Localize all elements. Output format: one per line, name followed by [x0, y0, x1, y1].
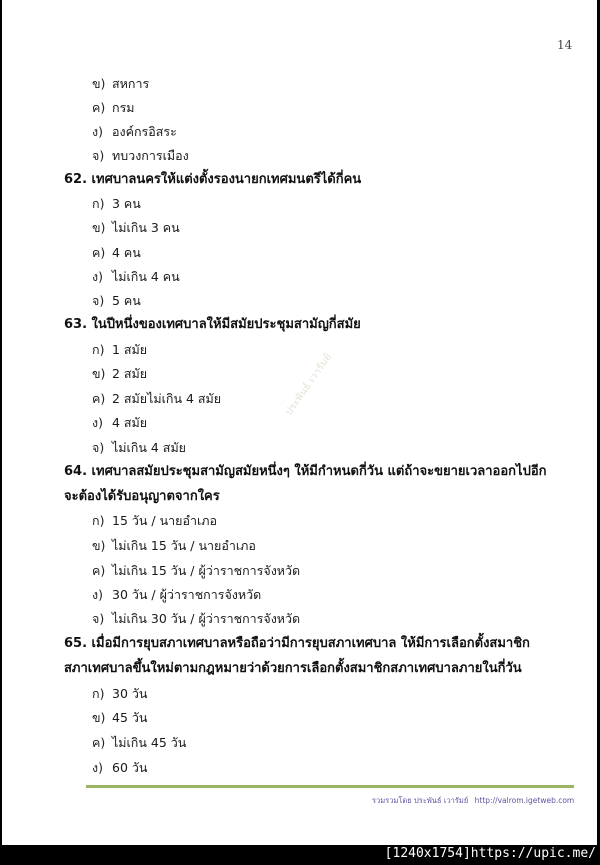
choice-text: 4 สมัย: [112, 415, 148, 430]
choice-text: สหการ: [112, 76, 150, 91]
choice-item: [92, 731, 186, 755]
choice-item: [92, 120, 177, 144]
choice-letter: ค): [92, 391, 106, 406]
choice-text: 5 คน: [112, 293, 141, 308]
question-65-continued: สภาเทศบาลขึ้นใหม่ตามกฎหมายว่าด้วยการเลือกตั้งสมาชิกสภาเทศบาลภายในกี่วัน: [64, 661, 522, 676]
choice-text: 60 วัน: [112, 760, 148, 775]
choice-item: [92, 144, 189, 168]
choice-text: ไม่เกิน 15 วัน / ผู้ว่าราชการจังหวัด: [112, 563, 301, 578]
image-host-stamp: [1240x1754]https://upic.me/: [384, 846, 596, 861]
choice-letter: ข): [92, 76, 106, 91]
choice-text: ไม่เกิน 15 วัน / นายอำเภอ: [112, 538, 256, 553]
choice-letter: ข): [92, 538, 106, 553]
choice-text: 2 สมัย: [112, 366, 148, 381]
choice-text: 30 วัน: [112, 686, 148, 701]
choice-letter: ก): [92, 686, 105, 701]
choice-letter: จ): [92, 611, 105, 626]
choice-letter: จ): [92, 148, 105, 163]
choice-text: ไม่เกิน 4 สมัย: [112, 440, 187, 455]
choice-letter: ง): [92, 124, 103, 139]
choice-letter: ค): [92, 735, 106, 750]
choice-text: 2 สมัยไม่เกิน 4 สมัย: [112, 391, 222, 406]
choice-letter: ง): [92, 587, 103, 602]
document-page: [2, 0, 597, 845]
watermark: ประพันธ์ เวารัมย์: [283, 351, 335, 418]
choice-text: 1 สมัย: [112, 342, 148, 357]
choice-text: ทบวงการเมือง: [112, 148, 189, 163]
choice-item: [92, 289, 141, 313]
choice-letter: ข): [92, 710, 106, 725]
choice-item: [92, 756, 147, 780]
choice-letter: ง): [92, 269, 103, 284]
choice-item: [92, 583, 261, 607]
choice-text: 4 คน: [112, 245, 141, 260]
choice-item: [92, 607, 300, 631]
footer-credit: รวมรวมโดย ประพันธ์ เวารัมย์: [372, 796, 469, 805]
choice-letter: จ): [92, 440, 105, 455]
choice-text: ไม่เกิน 45 วัน: [112, 735, 187, 750]
choice-item: [92, 559, 300, 583]
choice-letter: ค): [92, 100, 106, 115]
question-63: 63. ในปีหนึ่งของเทศบาลให้มีสมัยประชุมสามัญกี่สมัย: [64, 317, 361, 332]
choice-letter: ก): [92, 196, 105, 211]
choice-text: ไม่เกิน 3 คน: [112, 220, 180, 235]
choice-item: [92, 682, 147, 706]
choice-text: องค์กรอิสระ: [112, 124, 177, 139]
choice-item: [92, 436, 186, 460]
choice-letter: ค): [92, 245, 106, 260]
choice-letter: จ): [92, 293, 105, 308]
question-64: 64. เทศบาลสมัยประชุมสามัญสมัยหนึ่งๆ ให้มีกำหนดกี่วัน แต่ถ้าจะขยายเวลาออกไปอีก: [64, 464, 547, 479]
choice-letter: ง): [92, 415, 103, 430]
choice-text: ไม่เกิน 4 คน: [112, 269, 180, 284]
choice-item: [92, 509, 217, 533]
choice-letter: ก): [92, 513, 105, 528]
choice-letter: ค): [92, 563, 106, 578]
question-64-continued: จะต้องได้รับอนุญาตจากใคร: [64, 489, 220, 504]
choice-item: [92, 411, 147, 435]
choice-letter: ข): [92, 366, 106, 381]
footer-divider: [86, 785, 574, 788]
choice-item: [92, 241, 141, 265]
choice-text: 15 วัน / นายอำเภอ: [112, 513, 218, 528]
choice-item: [92, 338, 147, 362]
choice-text: กรม: [112, 100, 135, 115]
choice-item: [92, 362, 147, 386]
choice-letter: ก): [92, 342, 105, 357]
choice-letter: ข): [92, 220, 106, 235]
choice-item: [92, 706, 147, 730]
choice-letter: ง): [92, 760, 103, 775]
choice-item: [92, 96, 135, 120]
choice-text: 3 คน: [112, 196, 141, 211]
choice-text: ไม่เกิน 30 วัน / ผู้ว่าราชการจังหวัด: [112, 611, 301, 626]
choice-item: [92, 387, 221, 411]
choice-item: [92, 72, 149, 96]
footer-link[interactable]: http://valrom.igetweb.com: [474, 796, 575, 805]
choice-item: [92, 216, 180, 240]
choice-item: [92, 265, 180, 289]
question-65: 65. เมื่อมีการยุบสภาเทศบาลหรือถือว่ามีการยุบสภาเทศบาล ให้มีการเลือกตั้งสมาชิก: [64, 636, 530, 651]
choice-item: [92, 192, 141, 216]
page-number: 14: [557, 38, 573, 52]
choice-text: 30 วัน / ผู้ว่าราชการจังหวัด: [112, 587, 262, 602]
choice-text: 45 วัน: [112, 710, 148, 725]
footer: [372, 795, 574, 807]
choice-item: [92, 534, 256, 558]
question-62: 62. เทศบาลนครให้แต่งตั้งรองนายกเทศมนตรีได้กี่คน: [64, 172, 362, 187]
